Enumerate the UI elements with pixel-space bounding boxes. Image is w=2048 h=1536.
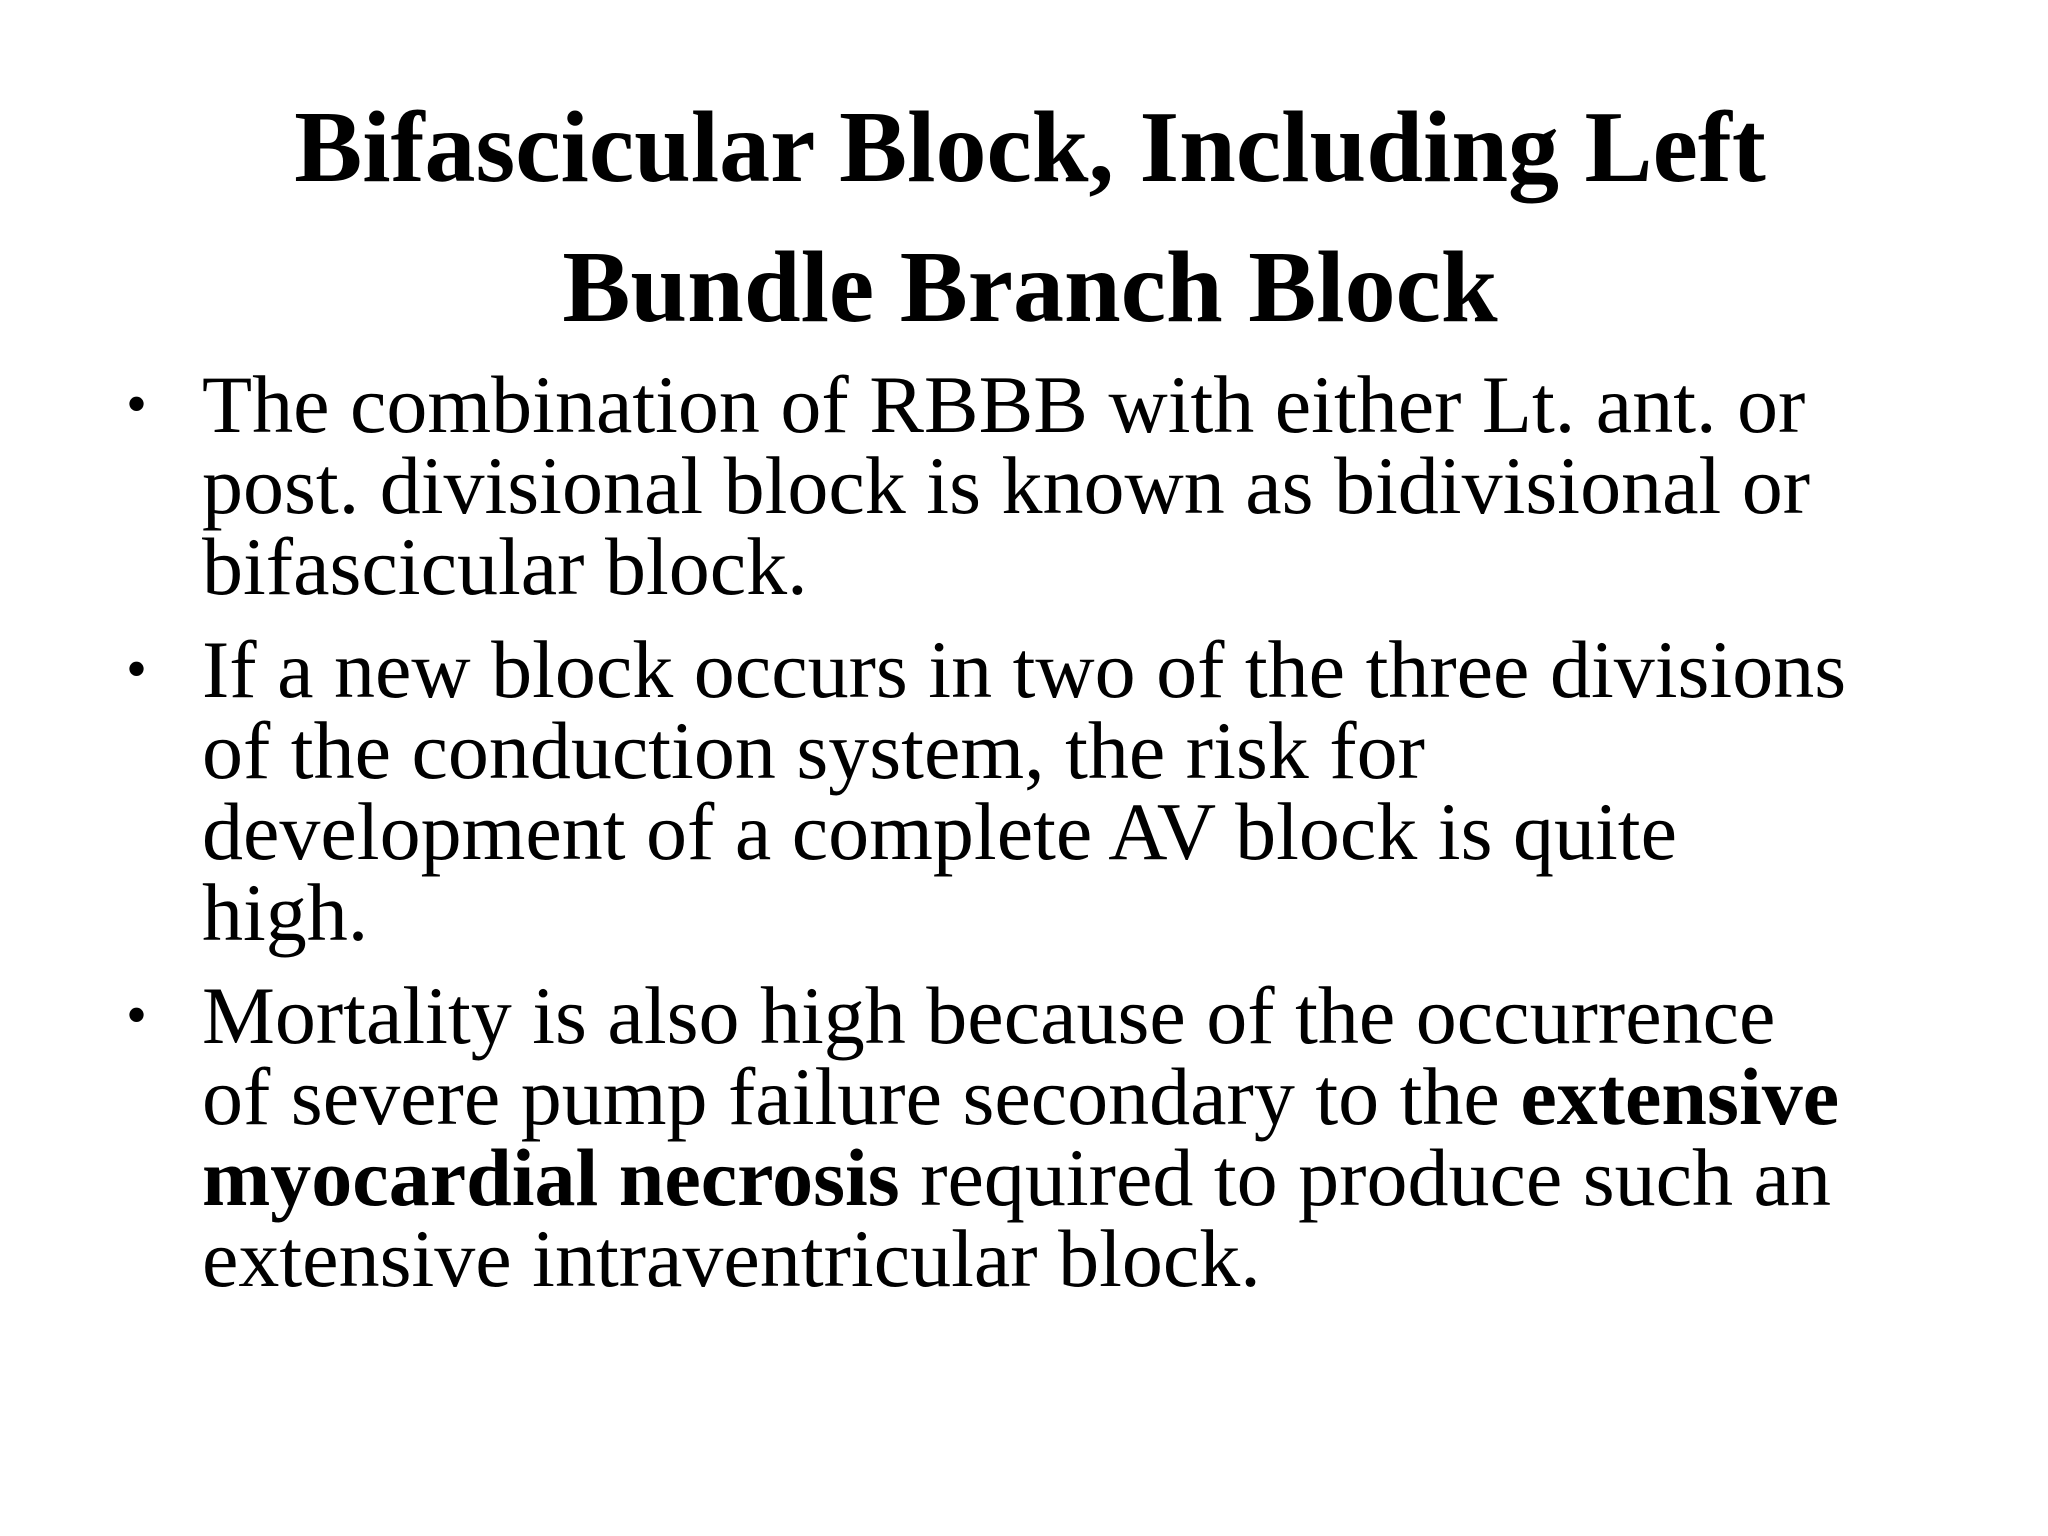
bullet-line: If a new block occurs in two of the three divisions [202, 624, 1847, 715]
slide-title [110, 78, 1950, 358]
bullet-line: development of a complete AV block is quite [202, 786, 1677, 877]
bullet-line [202, 1051, 1940, 1142]
bullet-text [202, 970, 1940, 1304]
bullet-line-bold: extensive [1520, 1051, 1840, 1142]
bullet-line-bold: myocardial necrosis [202, 1132, 900, 1223]
bullet-line-plain: required to produce such an [899, 1132, 1831, 1223]
title-line-2: Bundle Branch Block [562, 231, 1498, 344]
bullet-line: high. [202, 867, 369, 958]
bullet-dot-icon: • [126, 636, 148, 702]
bullet-line: of the conduction system, the risk for [202, 705, 1425, 796]
bullet-line: post. divisional block is known as bidivisional or [202, 440, 1811, 531]
bullet-item-1 [120, 359, 1940, 612]
bullet-line: bifascicular block. [202, 521, 808, 612]
bullet-line [202, 1132, 1940, 1223]
bullet-text [202, 359, 1940, 612]
bullet-text [202, 624, 1940, 958]
bullet-item-2 [120, 624, 1940, 958]
title-line-1: Bifascicular Block, Including Left [294, 91, 1766, 204]
bullet-line: extensive intraventricular block. [202, 1213, 1261, 1304]
bullet-dot-icon: • [126, 371, 148, 437]
bullet-list [120, 359, 1940, 1321]
bullet-line: Mortality is also high because of the occurrence [202, 970, 1776, 1061]
bullet-item-3 [120, 970, 1940, 1304]
bullet-line: The combination of RBBB with either Lt. ant. or [202, 359, 1806, 450]
bullet-line-plain: of severe pump failure secondary to the [202, 1051, 1521, 1142]
bullet-dot-icon: • [126, 982, 148, 1048]
